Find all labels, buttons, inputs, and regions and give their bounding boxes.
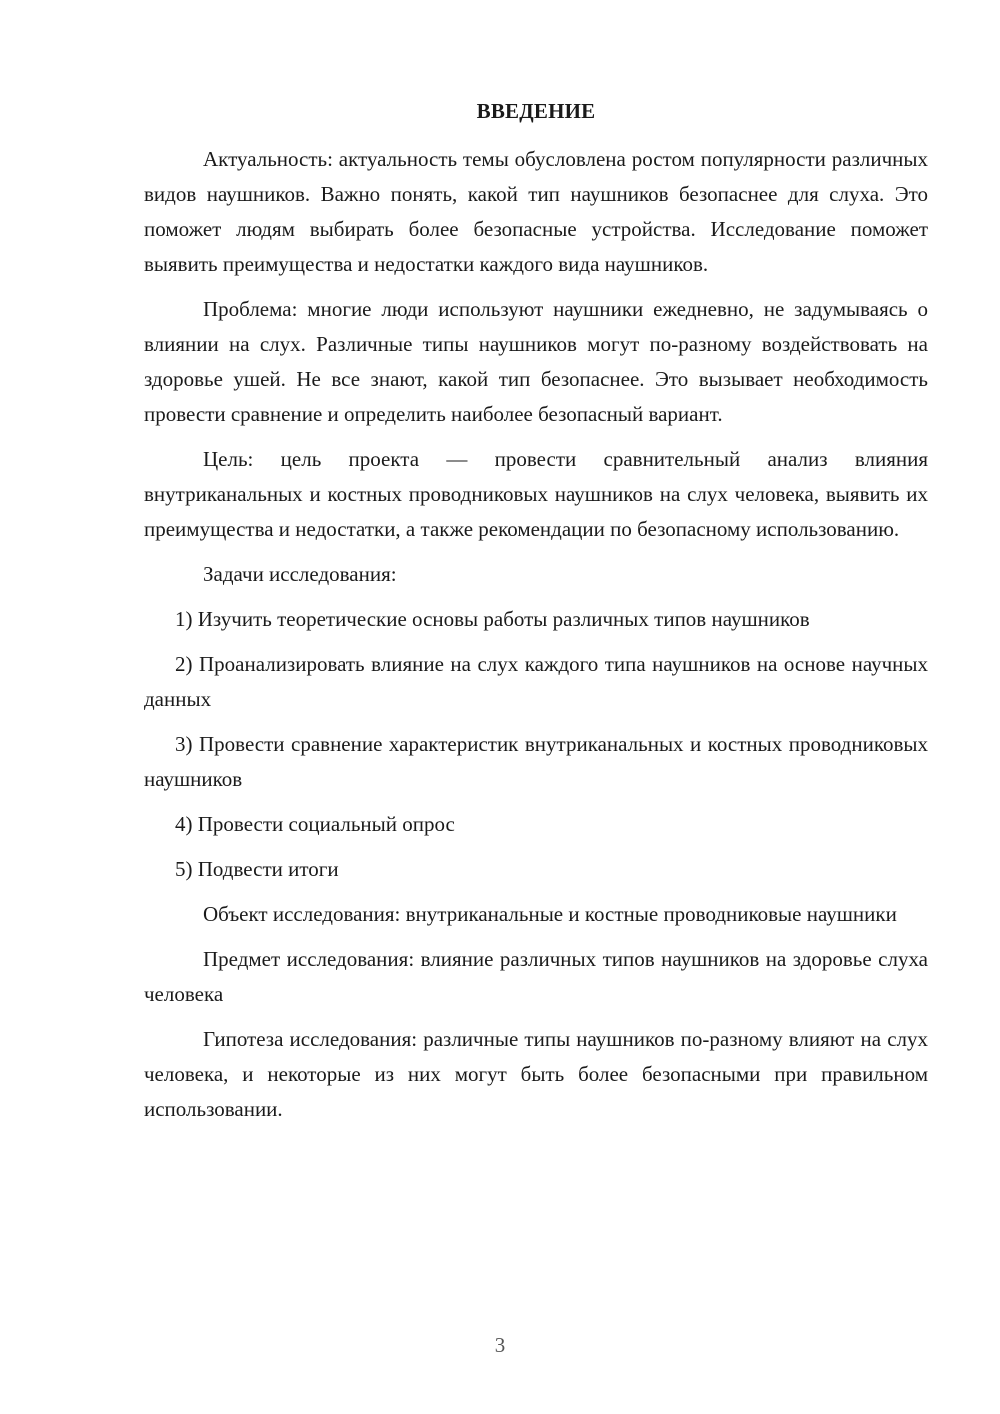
paragraph-goal: Цель: цель проекта — провести сравнительный анализ влияния внутриканальных и костных проводниковых наушников на слух человека, выявить их преимущества и недостатки, а также рекомендации по безопасному использованию. [144, 447, 928, 541]
task-item-2: 2) Проанализировать влияние на слух каждого типа наушников на основе научных данных [144, 652, 928, 711]
task-item-3: 3) Провести сравнение характеристик внутриканальных и костных проводниковых наушников [144, 732, 928, 791]
paragraph-object: Объект исследования: внутриканальные и костные проводниковые наушники [203, 902, 897, 926]
paragraph-subject: Предмет исследования: влияние различных типов наушников на здоровье слуха человека [144, 947, 928, 1006]
document-title: ВВЕДЕНИЕ [476, 99, 596, 123]
paragraph-hypothesis: Гипотеза исследования: различные типы наушников по-разному влияют на слух человека, и некоторые из них могут быть более безопасными при правильном использовании. [144, 1027, 928, 1121]
task-item-1: 1) Изучить теоретические основы работы различных типов наушников [175, 607, 810, 631]
page-number: 3 [494, 1333, 506, 1357]
document-page [144, 96, 928, 1137]
task-item-4: 4) Провести социальный опрос [175, 812, 455, 836]
tasks-heading: Задачи исследования: [203, 562, 397, 586]
paragraph-relevance: Актуальность: актуальность темы обусловлена ростом популярности различных видов наушников. Важно понять, какой тип наушников безопаснее для слуха. Это поможет людям выбирать более безопасные устройства. Исследование поможет выявить преимущества и недостатки каждого вида наушников. [144, 147, 928, 276]
task-item-5: 5) Подвести итоги [175, 857, 339, 881]
paragraph-problem: Проблема: многие люди используют наушники ежедневно, не задумываясь о влиянии на слух. Различные типы наушников могут по-разному воздействовать на здоровье ушей. Не все знают, какой тип безопаснее. Это вызывает необходимость провести сравнение и определить наиболее безопасный вариант. [144, 297, 928, 426]
